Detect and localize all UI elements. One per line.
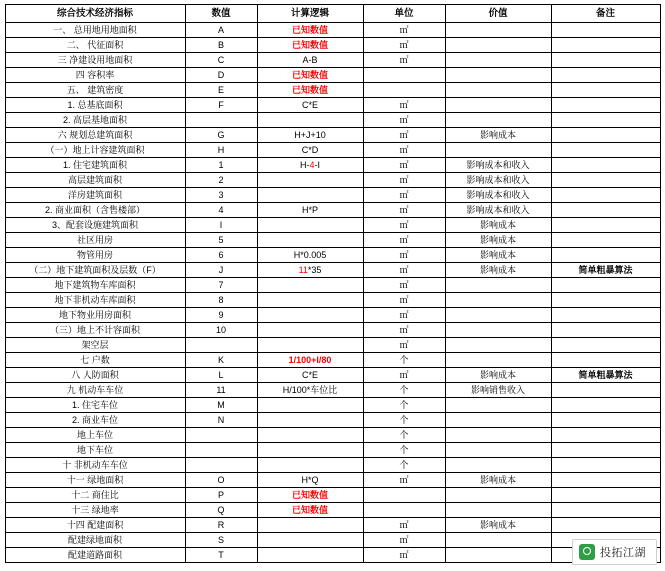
cell-logic: [257, 413, 363, 428]
cell-value: G: [185, 128, 257, 143]
cell-value: [185, 458, 257, 473]
cell-logic: 已知数值: [257, 488, 363, 503]
cell-value: E: [185, 83, 257, 98]
cell-value: C: [185, 53, 257, 68]
cell-worth: 影响成本和收入: [445, 173, 551, 188]
cell-unit: ㎡: [363, 53, 445, 68]
cell-note: [551, 473, 660, 488]
cell-value: 8: [185, 293, 257, 308]
cell-indicator: （二）地下建筑面积及层数（F）: [5, 263, 185, 278]
cell-indicator: 1. 住宅车位: [5, 398, 185, 413]
cell-worth: [445, 38, 551, 53]
cell-value: 11: [185, 383, 257, 398]
cell-note: [551, 38, 660, 53]
cell-unit: 个: [363, 383, 445, 398]
cell-unit: ㎡: [363, 98, 445, 113]
table-row: [5, 413, 660, 428]
cell-worth: 影响成本和收入: [445, 203, 551, 218]
cell-note: 简单粗暴算法: [551, 263, 660, 278]
cell-indicator: 十 非机动车车位: [5, 458, 185, 473]
cell-indicator: 地下物业用房面积: [5, 308, 185, 323]
cell-note: [551, 173, 660, 188]
circle-logo-icon: [579, 544, 595, 560]
cell-indicator: 一、 总用地用地面积: [5, 23, 185, 38]
cell-worth: 影响成本: [445, 473, 551, 488]
table-row: [5, 293, 660, 308]
cell-logic: 已知数值: [257, 38, 363, 53]
cell-indicator: 二、 代征面积: [5, 38, 185, 53]
cell-logic: [257, 218, 363, 233]
cell-note: [551, 83, 660, 98]
table-row: [5, 53, 660, 68]
table-row: [5, 308, 660, 323]
cell-note: [551, 488, 660, 503]
cell-value: O: [185, 473, 257, 488]
cell-note: [551, 443, 660, 458]
table-row: [5, 428, 660, 443]
cell-logic: [257, 398, 363, 413]
table-row: [5, 83, 660, 98]
cell-logic: C*D: [257, 143, 363, 158]
cell-indicator: 五、 建筑密度: [5, 83, 185, 98]
cell-note: [551, 23, 660, 38]
cell-worth: 影响成本: [445, 368, 551, 383]
cell-value: I: [185, 218, 257, 233]
cell-logic: [257, 233, 363, 248]
economic-indicator-table: [5, 4, 661, 563]
cell-indicator: 3、配套设施建筑面积: [5, 218, 185, 233]
cell-worth: [445, 428, 551, 443]
cell-note: [551, 158, 660, 173]
cell-logic: 已知数值: [257, 68, 363, 83]
table-row: [5, 38, 660, 53]
cell-note: [551, 128, 660, 143]
cell-unit: ㎡: [363, 533, 445, 548]
table-row: [5, 368, 660, 383]
cell-indicator: 八 人防面积: [5, 368, 185, 383]
cell-value: 7: [185, 278, 257, 293]
cell-worth: 影响成本: [445, 248, 551, 263]
cell-unit: ㎡: [363, 548, 445, 563]
cell-logic: 11*35: [257, 263, 363, 278]
cell-value: H: [185, 143, 257, 158]
cell-indicator: 1. 住宅建筑面积: [5, 158, 185, 173]
cell-indicator: 配建绿地面积: [5, 533, 185, 548]
cell-note: [551, 53, 660, 68]
cell-value: B: [185, 38, 257, 53]
cell-worth: 影响成本: [445, 218, 551, 233]
cell-logic: 已知数值: [257, 503, 363, 518]
cell-note: [551, 308, 660, 323]
table-row: [5, 98, 660, 113]
cell-note: [551, 98, 660, 113]
cell-worth: [445, 98, 551, 113]
cell-value: P: [185, 488, 257, 503]
column-header-logic: 计算逻辑: [257, 5, 363, 23]
cell-worth: [445, 413, 551, 428]
footer-area: [0, 535, 665, 571]
cell-indicator: 七 户数: [5, 353, 185, 368]
table-row: [5, 353, 660, 368]
cell-note: [551, 113, 660, 128]
cell-unit: ㎡: [363, 23, 445, 38]
table-row: [5, 173, 660, 188]
cell-logic: [257, 518, 363, 533]
cell-unit: ㎡: [363, 203, 445, 218]
cell-value: 4: [185, 203, 257, 218]
cell-indicator: 洋房建筑面积: [5, 188, 185, 203]
cell-note: [551, 293, 660, 308]
cell-unit: 个: [363, 398, 445, 413]
cell-value: [185, 443, 257, 458]
cell-unit: 个: [363, 443, 445, 458]
cell-indicator: 架空层: [5, 338, 185, 353]
cell-logic: [257, 188, 363, 203]
cell-logic: H/100*车位比: [257, 383, 363, 398]
cell-indicator: 十二 商住比: [5, 488, 185, 503]
cell-indicator: 2. 商业车位: [5, 413, 185, 428]
cell-value: L: [185, 368, 257, 383]
cell-value: J: [185, 263, 257, 278]
cell-note: [551, 188, 660, 203]
cell-worth: [445, 308, 551, 323]
cell-worth: [445, 23, 551, 38]
cell-worth: [445, 53, 551, 68]
cell-value: [185, 338, 257, 353]
cell-note: [551, 248, 660, 263]
cell-logic: 已知数值: [257, 23, 363, 38]
cell-indicator: 社区用房: [5, 233, 185, 248]
table-row: [5, 488, 660, 503]
cell-unit: [363, 503, 445, 518]
cell-unit: ㎡: [363, 158, 445, 173]
table-row: [5, 458, 660, 473]
cell-note: [551, 353, 660, 368]
cell-worth: [445, 353, 551, 368]
cell-logic: C*E: [257, 98, 363, 113]
cell-value: K: [185, 353, 257, 368]
table-row: [5, 473, 660, 488]
cell-indicator: 物管用房: [5, 248, 185, 263]
cell-worth: 影响销售收入: [445, 383, 551, 398]
cell-worth: [445, 143, 551, 158]
cell-indicator: 1. 总基底面积: [5, 98, 185, 113]
column-header-indicator: 综合技术经济指标: [5, 5, 185, 23]
cell-worth: 影响成本: [445, 518, 551, 533]
cell-unit: ㎡: [363, 113, 445, 128]
cell-unit: ㎡: [363, 263, 445, 278]
cell-indicator: 地下车位: [5, 443, 185, 458]
cell-worth: [445, 503, 551, 518]
cell-unit: ㎡: [363, 293, 445, 308]
cell-logic: H*0.005: [257, 248, 363, 263]
cell-unit: ㎡: [363, 188, 445, 203]
cell-value: A: [185, 23, 257, 38]
cell-worth: [445, 458, 551, 473]
cell-logic: [257, 338, 363, 353]
cell-value: S: [185, 533, 257, 548]
cell-unit: ㎡: [363, 323, 445, 338]
cell-worth: 影响成本和收入: [445, 188, 551, 203]
table-row: [5, 338, 660, 353]
cell-worth: [445, 278, 551, 293]
table-row: [5, 68, 660, 83]
column-header-worth: 价值: [445, 5, 551, 23]
table-row: [5, 203, 660, 218]
cell-unit: ㎡: [363, 128, 445, 143]
cell-unit: 个: [363, 458, 445, 473]
cell-indicator: 高层建筑面积: [5, 173, 185, 188]
cell-logic: H-4-I: [257, 158, 363, 173]
cell-worth: [445, 443, 551, 458]
cell-value: [185, 428, 257, 443]
cell-note: [551, 68, 660, 83]
cell-value: D: [185, 68, 257, 83]
cell-value: T: [185, 548, 257, 563]
cell-value: 10: [185, 323, 257, 338]
cell-unit: ㎡: [363, 278, 445, 293]
table-row: [5, 23, 660, 38]
cell-worth: [445, 338, 551, 353]
cell-note: [551, 428, 660, 443]
cell-unit: ㎡: [363, 338, 445, 353]
cell-note: [551, 413, 660, 428]
cell-unit: ㎡: [363, 308, 445, 323]
cell-unit: ㎡: [363, 518, 445, 533]
cell-note: [551, 518, 660, 533]
cell-indicator: 配建道路面积: [5, 548, 185, 563]
cell-indicator: 六 规划总建筑面积: [5, 128, 185, 143]
cell-note: [551, 383, 660, 398]
cell-unit: ㎡: [363, 38, 445, 53]
cell-worth: 影响成本和收入: [445, 158, 551, 173]
cell-indicator: 地下建筑物车库面积: [5, 278, 185, 293]
cell-logic: H*P: [257, 203, 363, 218]
cell-logic: [257, 278, 363, 293]
cell-worth: 影响成本: [445, 263, 551, 278]
table-row: [5, 233, 660, 248]
cell-indicator: 十四 配建面积: [5, 518, 185, 533]
watermark-badge: [572, 539, 657, 565]
table-row: [5, 218, 660, 233]
cell-unit: ㎡: [363, 248, 445, 263]
cell-logic: 已知数值: [257, 83, 363, 98]
column-header-note: 备注: [551, 5, 660, 23]
cell-unit: ㎡: [363, 218, 445, 233]
table-header-row: [5, 5, 660, 23]
cell-value: 9: [185, 308, 257, 323]
cell-value: [185, 113, 257, 128]
cell-unit: 个: [363, 428, 445, 443]
cell-logic: [257, 293, 363, 308]
cell-logic: [257, 428, 363, 443]
cell-note: [551, 203, 660, 218]
cell-indicator: 十三 绿地率: [5, 503, 185, 518]
cell-note: [551, 233, 660, 248]
cell-logic: [257, 443, 363, 458]
cell-indicator: （三）地上不计容面积: [5, 323, 185, 338]
cell-indicator: 四 容积率: [5, 68, 185, 83]
cell-note: 简单粗暴算法: [551, 368, 660, 383]
cell-unit: 个: [363, 353, 445, 368]
cell-unit: [363, 83, 445, 98]
cell-worth: [445, 488, 551, 503]
cell-worth: [445, 113, 551, 128]
cell-indicator: 十一 绿地面积: [5, 473, 185, 488]
column-header-unit: 单位: [363, 5, 445, 23]
table-row: [5, 188, 660, 203]
table-row: [5, 158, 660, 173]
cell-unit: ㎡: [363, 368, 445, 383]
watermark-label: 投拓江湖: [600, 547, 646, 559]
table-row: [5, 383, 660, 398]
table-row: [5, 398, 660, 413]
cell-indicator: 2. 商业面积（含售楼部）: [5, 203, 185, 218]
cell-worth: 影响成本: [445, 128, 551, 143]
cell-logic: C*E: [257, 368, 363, 383]
cell-unit: 个: [363, 413, 445, 428]
cell-worth: [445, 68, 551, 83]
cell-logic: H*Q: [257, 473, 363, 488]
cell-value: 5: [185, 233, 257, 248]
cell-logic: [257, 173, 363, 188]
table-row: [5, 278, 660, 293]
table-row: [5, 143, 660, 158]
cell-logic: [257, 323, 363, 338]
cell-note: [551, 458, 660, 473]
cell-indicator: 九 机动车车位: [5, 383, 185, 398]
cell-value: F: [185, 98, 257, 113]
table-row: [5, 443, 660, 458]
cell-indicator: 地上车位: [5, 428, 185, 443]
cell-note: [551, 398, 660, 413]
cell-value: 6: [185, 248, 257, 263]
cell-indicator: 三 净建设用地面积: [5, 53, 185, 68]
cell-note: [551, 503, 660, 518]
cell-value: 3: [185, 188, 257, 203]
cell-unit: [363, 68, 445, 83]
table-row: [5, 248, 660, 263]
cell-logic: H+J+10: [257, 128, 363, 143]
cell-logic: [257, 458, 363, 473]
cell-worth: 影响成本: [445, 233, 551, 248]
cell-value: N: [185, 413, 257, 428]
cell-logic: [257, 113, 363, 128]
cell-unit: ㎡: [363, 473, 445, 488]
cell-value: R: [185, 518, 257, 533]
cell-indicator: 2. 高层基地面积: [5, 113, 185, 128]
table-row: [5, 113, 660, 128]
cell-worth: [445, 398, 551, 413]
table-body: [5, 23, 660, 563]
cell-indicator: （一）地上计容建筑面积: [5, 143, 185, 158]
cell-logic: 1/100+I/80: [257, 353, 363, 368]
table-row: [5, 263, 660, 278]
cell-note: [551, 338, 660, 353]
cell-note: [551, 323, 660, 338]
cell-worth: [445, 83, 551, 98]
cell-worth: [445, 323, 551, 338]
cell-unit: ㎡: [363, 233, 445, 248]
cell-value: M: [185, 398, 257, 413]
column-header-value: 数值: [185, 5, 257, 23]
cell-value: 1: [185, 158, 257, 173]
cell-value: Q: [185, 503, 257, 518]
cell-worth: [445, 293, 551, 308]
cell-logic: A-B: [257, 53, 363, 68]
cell-unit: ㎡: [363, 173, 445, 188]
table-row: [5, 323, 660, 338]
cell-note: [551, 143, 660, 158]
cell-logic: [257, 308, 363, 323]
cell-unit: [363, 488, 445, 503]
cell-indicator: 地下非机动车库面积: [5, 293, 185, 308]
cell-unit: ㎡: [363, 143, 445, 158]
cell-note: [551, 278, 660, 293]
table-row: [5, 518, 660, 533]
table-row: [5, 128, 660, 143]
cell-note: [551, 218, 660, 233]
cell-value: 2: [185, 173, 257, 188]
table-row: [5, 503, 660, 518]
